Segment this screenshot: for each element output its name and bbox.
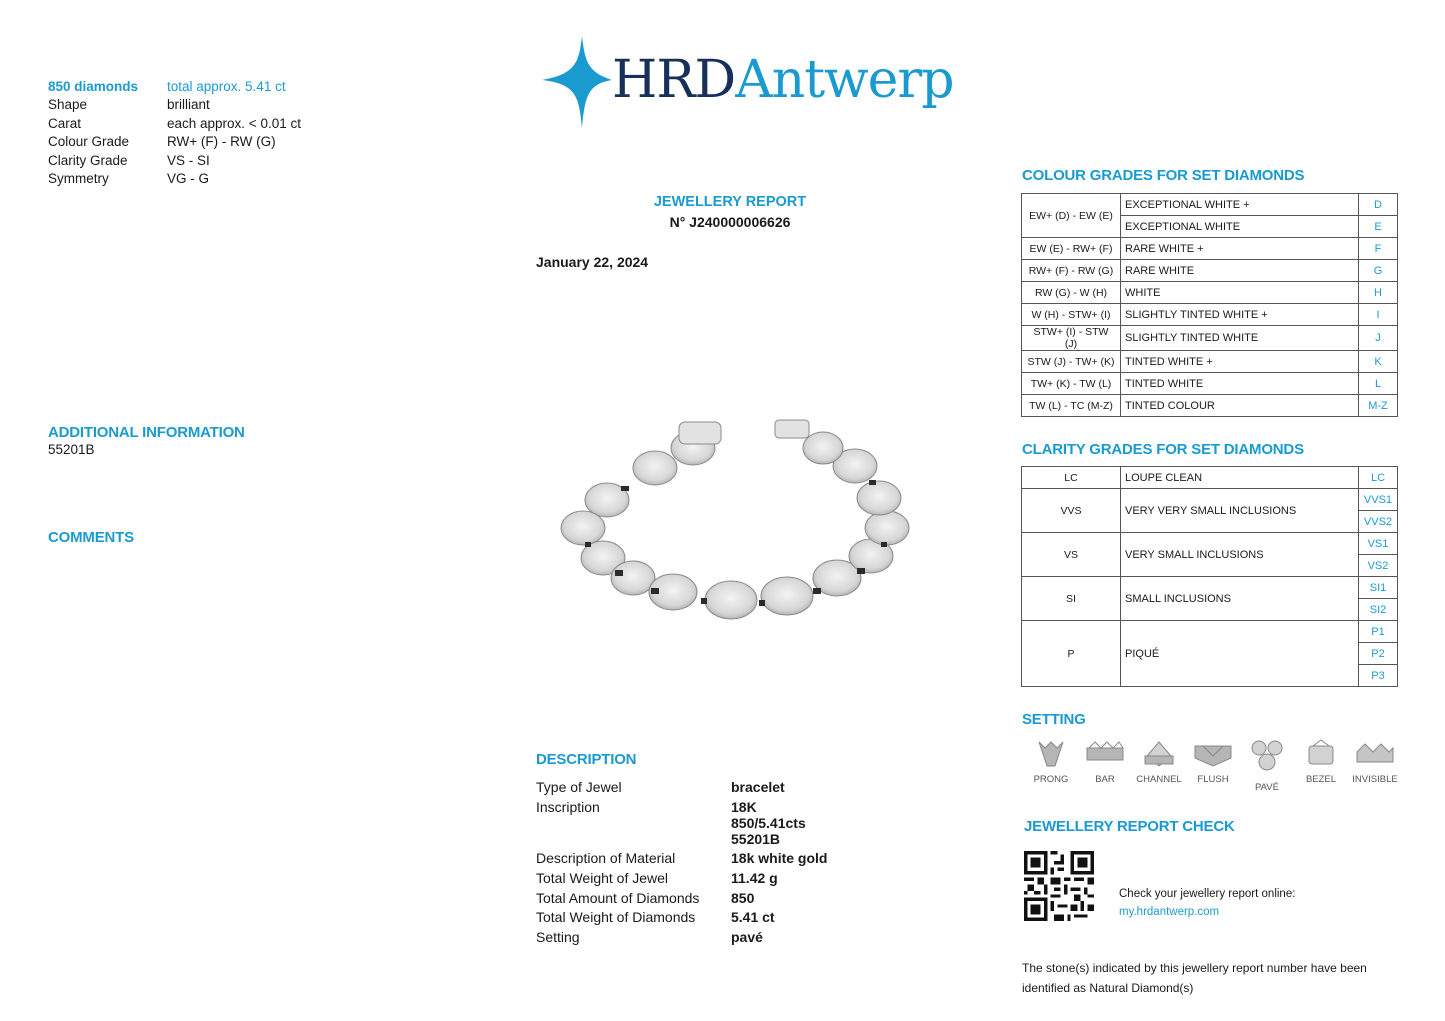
summary-key: Carat [48,115,82,131]
colour-code: H [1359,282,1398,304]
table-row [1022,351,1398,373]
setting-label: PRONG [1033,774,1069,785]
colour-name: RARE WHITE + [1121,238,1359,260]
clarity-code: VVS2 [1359,511,1398,533]
setting-item [1132,738,1186,793]
table-row [1022,373,1398,395]
description-value: pavé [731,929,763,946]
colour-grades-title: COLOUR GRADES FOR SET DIAMONDS [1022,167,1305,184]
clarity-code: P3 [1359,665,1398,687]
description-value: 11.42 g [731,870,778,887]
setting-title: SETTING [1022,711,1086,728]
clarity-grades-table [1021,466,1398,687]
description-row [536,890,827,906]
table-row [1022,489,1398,511]
report-date: January 22, 2024 [536,254,649,270]
colour-grades-table [1021,193,1398,417]
invisible-setting-icon [1353,738,1397,768]
clarity-code: P2 [1359,643,1398,665]
pave-setting-icon [1247,738,1287,776]
setting-item [1186,738,1240,793]
summary-value: VS - SI [167,152,210,168]
colour-code: G [1359,260,1398,282]
prong-setting-icon [1033,738,1069,768]
colour-name: TINTED WHITE + [1121,351,1359,373]
setting-item [1348,738,1402,793]
clarity-name: PIQUÉ [1121,621,1359,687]
summary-value: VG - G [167,170,210,186]
setting-item [1294,738,1348,793]
logo-wordmark [612,50,954,110]
setting-label: BAR [1095,774,1115,785]
clarity-code: VS1 [1359,533,1398,555]
table-row [1022,260,1398,282]
setting-item [1024,738,1078,793]
colour-name: WHITE [1121,282,1359,304]
description-value: 850 [731,889,755,906]
qr-code-icon[interactable] [1024,851,1094,921]
description-list [536,779,827,949]
clarity-code: P1 [1359,621,1398,643]
additional-info-title: ADDITIONAL INFORMATION [48,424,245,441]
summary-key: Shape [48,97,88,113]
setting-label: PAVÉ [1255,782,1279,793]
description-key: Description of Material [536,850,676,867]
table-row [1022,304,1398,326]
summary-header [48,78,301,96]
colour-range: EW+ (D) - EW (E) [1022,194,1121,238]
table-row [1022,238,1398,260]
colour-name: RARE WHITE [1121,260,1359,282]
colour-range: W (H) - STW+ (I) [1022,304,1121,326]
bezel-setting-icon [1303,738,1339,768]
description-key: Type of Jewel [536,779,622,795]
description-key: Inscription [536,798,600,815]
comments-title: COMMENTS [48,529,134,546]
colour-code: L [1359,373,1398,395]
description-row [536,909,827,925]
logo-antwerp: Antwerp [735,50,954,110]
summary-value: RW+ (F) - RW (G) [167,134,276,150]
clarity-code: SI1 [1359,577,1398,599]
summary-key: Symmetry [48,170,109,186]
colour-name: EXCEPTIONAL WHITE + [1121,194,1359,216]
description-value: 5.41 ct [731,909,775,926]
bracelet-photo [555,410,935,630]
report-check-title: JEWELLERY REPORT CHECK [1024,818,1235,835]
description-key: Total Amount of Diamonds [536,889,700,906]
description-row [536,831,827,847]
colour-name: TINTED COLOUR [1121,395,1359,417]
report-check-link[interactable]: my.hrdantwerp.com [1119,906,1220,918]
clarity-abbr: VVS [1022,489,1121,533]
summary-row [48,115,301,133]
summary-value: brilliant [167,97,210,113]
description-key [536,815,731,831]
setting-label: FLUSH [1197,774,1229,785]
description-value: 55201B [731,830,781,847]
report-number: N° J240000006626 [669,214,791,230]
summary-key: Clarity Grade [48,152,128,168]
flush-setting-icon [1191,738,1235,768]
description-value: 18K [731,798,757,815]
table-row [1022,577,1398,599]
colour-range: STW+ (I) - STW (J) [1022,326,1121,351]
channel-setting-icon [1141,738,1177,768]
description-row [536,929,827,945]
clarity-name: VERY VERY SMALL INCLUSIONS [1121,489,1359,533]
summary-row [48,96,301,114]
clarity-code: LC [1359,467,1398,489]
colour-range: TW (L) - TC (M-Z) [1022,395,1121,417]
colour-code: F [1359,238,1398,260]
additional-info-value: 55201B [48,442,95,457]
colour-name: SLIGHTLY TINTED WHITE [1121,326,1359,351]
summary-key: Colour Grade [48,134,130,150]
colour-code: I [1359,304,1398,326]
description-row [536,815,827,831]
description-key: Total Weight of Jewel [536,870,669,887]
clarity-code: VS2 [1359,555,1398,577]
table-row [1022,395,1398,417]
setting-label: INVISIBLE [1352,774,1398,785]
description-value: bracelet [731,779,785,795]
description-row [536,870,827,886]
summary-row [48,152,301,170]
setting-label: CHANNEL [1136,774,1182,785]
description-key [536,831,731,847]
summary-row [48,133,301,151]
table-row [1022,194,1398,216]
description-row [536,850,827,866]
hrd-antwerp-logo [534,32,954,132]
description-key: Setting [536,929,580,946]
table-row [1022,326,1398,351]
table-row [1022,621,1398,643]
setting-item [1240,738,1294,793]
clarity-code: SI2 [1359,599,1398,621]
clarity-name: LOUPE CLEAN [1121,467,1359,489]
clarity-code: VVS1 [1359,489,1398,511]
colour-code: E [1359,216,1398,238]
colour-code: K [1359,351,1398,373]
colour-range: EW (E) - RW+ (F) [1022,238,1121,260]
table-row [1022,282,1398,304]
clarity-name: VERY SMALL INCLUSIONS [1121,533,1359,577]
clarity-abbr: SI [1022,577,1121,621]
clarity-name: SMALL INCLUSIONS [1121,577,1359,621]
diamond-summary [48,78,301,188]
star-logo-icon [534,32,614,132]
colour-range: RW+ (F) - RW (G) [1022,260,1121,282]
clarity-abbr: LC [1022,467,1121,489]
colour-name: EXCEPTIONAL WHITE [1121,216,1359,238]
setting-icons [1024,738,1402,793]
table-row [1022,533,1398,555]
logo-hrd: HRD [612,50,736,110]
summary-header-value: total approx. 5.41 ct [167,79,286,94]
clarity-abbr: VS [1022,533,1121,577]
description-row [536,799,827,815]
summary-value: each approx. < 0.01 ct [167,115,301,131]
natural-diamond-note: The stone(s) indicated by this jewellery report number have been identified as Natural Diamond(s) [1022,961,1367,995]
description-title: DESCRIPTION [536,751,637,768]
description-value: 18k white gold [731,850,828,867]
summary-header-key: 850 diamonds [48,79,139,94]
colour-name: SLIGHTLY TINTED WHITE + [1121,304,1359,326]
colour-code: D [1359,194,1398,216]
colour-range: STW (J) - TW+ (K) [1022,351,1121,373]
bar-setting-icon [1083,738,1127,768]
colour-range: RW (G) - W (H) [1022,282,1121,304]
description-key: Total Weight of Diamonds [536,909,696,926]
report-title: JEWELLERY REPORT [653,194,807,210]
setting-item [1078,738,1132,793]
description-value: 850/5.41cts [731,814,806,831]
report-check-text: Check your jewellery report online: [1119,888,1296,900]
clarity-abbr: P [1022,621,1121,687]
colour-code: J [1359,326,1398,351]
description-row [536,779,827,795]
setting-label: BEZEL [1305,774,1337,785]
colour-code: M-Z [1359,395,1398,417]
colour-name: TINTED WHITE [1121,373,1359,395]
summary-row [48,170,301,188]
clarity-grades-title: CLARITY GRADES FOR SET DIAMONDS [1022,441,1304,458]
table-row [1022,467,1398,489]
colour-range: TW+ (K) - TW (L) [1022,373,1121,395]
